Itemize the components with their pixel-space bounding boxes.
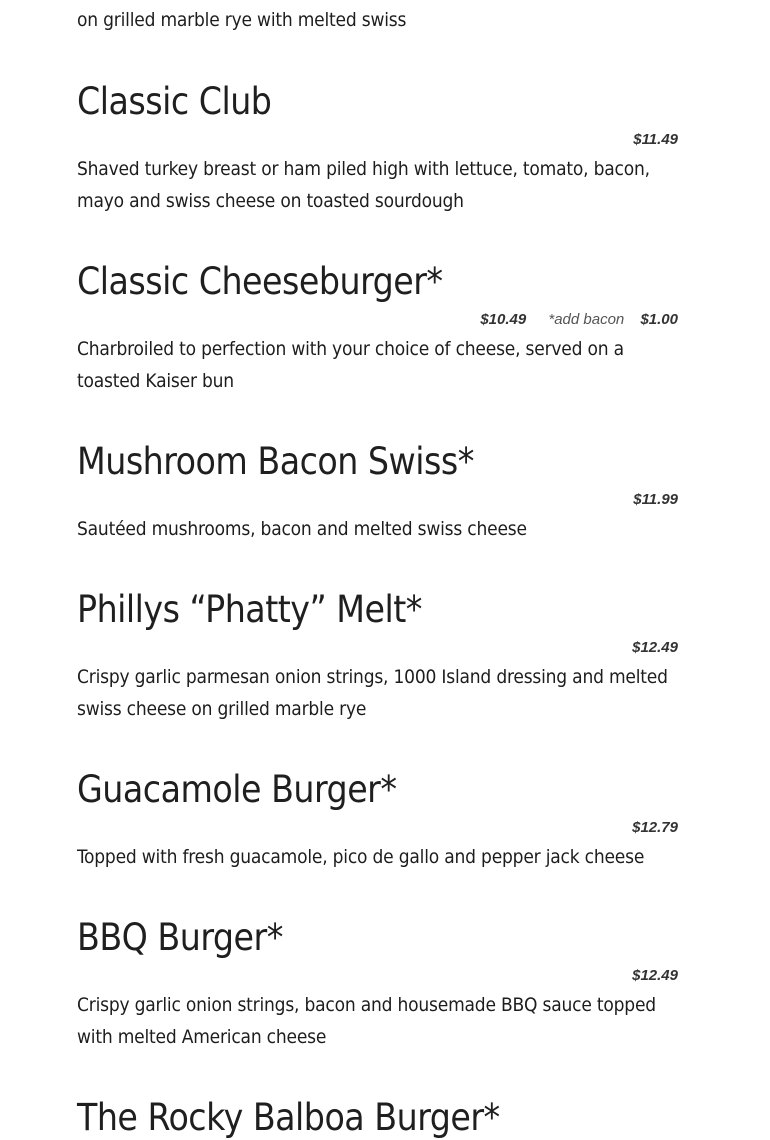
item-title-classic-cheeseburger: Classic Cheeseburger* bbox=[77, 260, 443, 303]
item-title-classic-club: Classic Club bbox=[77, 80, 272, 123]
item-description: Crispy garlic parmesan onion strings, 1000 Island dressing and melted swiss cheese on grilled marble rye bbox=[77, 666, 668, 720]
item-description: Charbroiled to perfection with your choice of cheese, served on a toasted Kaiser bun bbox=[77, 338, 624, 392]
item-title-rocky-balboa-burger: The Rocky Balboa Burger* bbox=[77, 1096, 500, 1139]
item-price-row bbox=[632, 967, 678, 985]
item-description: Sautéed mushrooms, bacon and melted swiss cheese bbox=[77, 518, 527, 540]
item-price: $12.49 bbox=[632, 967, 678, 984]
item-price: $10.49 bbox=[480, 311, 527, 328]
item-price-row bbox=[480, 311, 678, 329]
item-price-row bbox=[632, 639, 678, 657]
item-description: Shaved turkey breast or ham piled high with lettuce, tomato, bacon, mayo and swiss cheese on toasted sourdough bbox=[77, 158, 650, 212]
item-title-guacamole-burger: Guacamole Burger* bbox=[77, 768, 397, 811]
item-price-row bbox=[633, 131, 678, 149]
item-description: Topped with fresh guacamole, pico de gallo and pepper jack cheese bbox=[77, 846, 645, 868]
item-price-row bbox=[632, 819, 678, 837]
partial-item-description: on grilled marble rye with melted swiss bbox=[77, 9, 407, 31]
item-title-bbq-burger: BBQ Burger* bbox=[77, 916, 283, 959]
item-price-row bbox=[633, 491, 678, 509]
item-price: $11.99 bbox=[633, 491, 678, 508]
item-price: $12.79 bbox=[632, 819, 678, 836]
addon-label: *add bacon bbox=[548, 311, 625, 328]
item-description: Crispy garlic onion strings, bacon and housemade BBQ sauce topped with melted American cheese bbox=[77, 994, 656, 1048]
item-title-mushroom-bacon-swiss: Mushroom Bacon Swiss* bbox=[77, 440, 474, 483]
item-title-phillys-phatty-melt: Phillys “Phatty” Melt* bbox=[77, 588, 422, 631]
item-price: $11.49 bbox=[633, 131, 678, 148]
addon-price: $1.00 bbox=[640, 311, 678, 328]
item-price: $12.49 bbox=[632, 639, 678, 656]
